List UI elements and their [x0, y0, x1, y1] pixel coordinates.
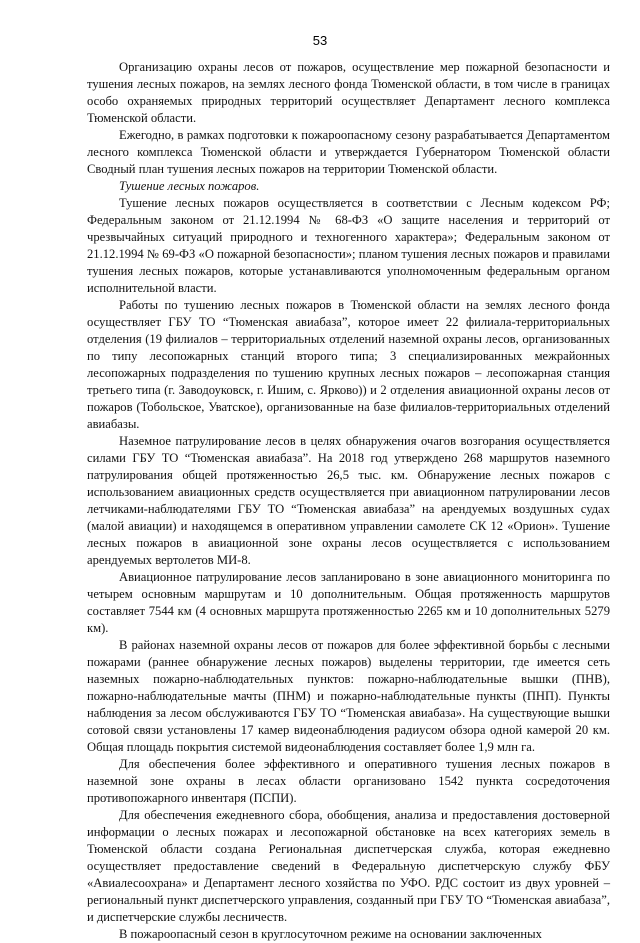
- paragraph: Работы по тушению лесных пожаров в Тюменской области на землях лесного фонда осуществляет ГБУ ТО “Тюменская авиабаза”, которое имеет 22 филиала-территориальных отделения (19 филиалов – территориальных отделений наземной охраны лесов, организованных по типу лесопожарных станций второго типа; 3 специализированных межрайонных лесопожарных подразделения по тушению крупных лесных пожаров – лесопожарная станция третьего типа (г. Заводоуковск, г. Ишим, с. Ярково)) и 2 отделения авиационной охраны лесов от пожаров (Тобольское, Уватское), организованные на базе филиалов-территориальных отделений авиабазы.: [87, 298, 610, 431]
- section-heading: Тушение лесных пожаров.: [119, 179, 260, 193]
- paragraph: Для обеспечения ежедневного сбора, обобщения, анализа и предоставления достоверной информации о лесных пожарах и лесопожарной обстановке на всех категориях земель в Тюменской области создана Региональная диспетчерская служба, которая ежедневно осуществляет предоставление сведений в Федеральную диспетчерскую службу ФБУ «Авиалесоохрана» и Департамент лесного хозяйства по УФО. РДС состоит из двух уровней – региональный пункт диспетчерского управления, созданный при ГБУ ТО “Тюменская авиабаза”, и диспетчерские службы лесничеств.: [87, 808, 610, 924]
- paragraph: Для обеспечения более эффективного и оперативного тушения лесных пожаров в наземной зоне охраны в лесах области организовано 1542 пункта сосредоточения противопожарного инвентаря (ПСПИ).: [87, 757, 610, 805]
- paragraph: Ежегодно, в рамках подготовки к пожароопасному сезону разрабатывается Департаментом лесного комплекса Тюменской области и утверждается Губернатором Тюменской области Сводный план тушения лесных пожаров на территории Тюменской области.: [87, 128, 610, 176]
- page-number: 53: [312, 33, 328, 48]
- paragraph: Тушение лесных пожаров осуществляется в соответствии с Лесным кодексом РФ; Федеральным законом от 21.12.1994 № 68-ФЗ «О защите населения и территорий от чрезвычайных ситуаций природного и техногенного характера»; Федеральным законом от 21.12.1994 № 69-ФЗ «О пожарной безопасности»; планом тушения лесных пожаров и правилами тушения лесных пожаров, которые устанавливаются уполномоченным федеральным органом исполнительной власти.: [87, 196, 610, 295]
- paragraph: Организацию охраны лесов от пожаров, осуществление мер пожарной безопасности и тушения лесных пожаров, на землях лесного фонда Тюменской области, в том числе в границах особо охраняемых природных территорий осуществляет Департамент лесного комплекса Тюменской области.: [87, 60, 610, 125]
- paragraph: Наземное патрулирование лесов в целях обнаружения очагов возгорания осуществляется силами ГБУ ТО “Тюменская авиабаза”. На 2018 год утверждено 268 маршрутов наземного патрулирования общей протяженностью 26,5 тыс. км. Обнаружение лесных пожаров с использованием авиационных средств осуществляется при авиационном патрулировании лесов летчиками-наблюдателями ГБУ ТО “Тюменская авиабаза” на арендуемых воздушных судах (малой авиации) и находящемся в оперативном управлении самолете СК 12 «Орион». Тушение лесных пожаров в авиационной зоне охраны лесов осуществляется с использованием арендуемых вертолетов МИ-8.: [87, 434, 610, 567]
- paragraph: Авиационное патрулирование лесов запланировано в зоне авиационного мониторинга по четырем основным маршрутам и 10 дополнительным. Общая протяженность маршрутов составляет 7544 км (4 основных маршрута протяженностью 2265 км и 10 дополнительных 5279 км).: [87, 570, 610, 635]
- paragraph: В пожароопасный сезон в круглосуточном режиме на основании заключенных: [119, 927, 542, 941]
- paragraph: В районах наземной охраны лесов от пожаров для более эффективной борьбы с лесными пожарами (раннее обнаружение лесных пожаров) выделены территории, где имеется сеть наземных пожарно-наблюдательных пунктов: пожарно-наблюдательные вышки (ПНВ), пожарно-наблюдательные мачты (ПНМ) и пожарно-наблюдательные пункты (ПНП). Пункты наблюдения за лесом обслуживаются ГБУ ТО “Тюменская авиабаза». На существующие вышки сотовой связи установлены 17 камер видеонаблюдения радиусом обзора одной камерой 20 км. Общая площадь покрытия системой видеонаблюдения составляет более 1,9 млн га.: [87, 638, 610, 754]
- document-body: [87, 59, 610, 943]
